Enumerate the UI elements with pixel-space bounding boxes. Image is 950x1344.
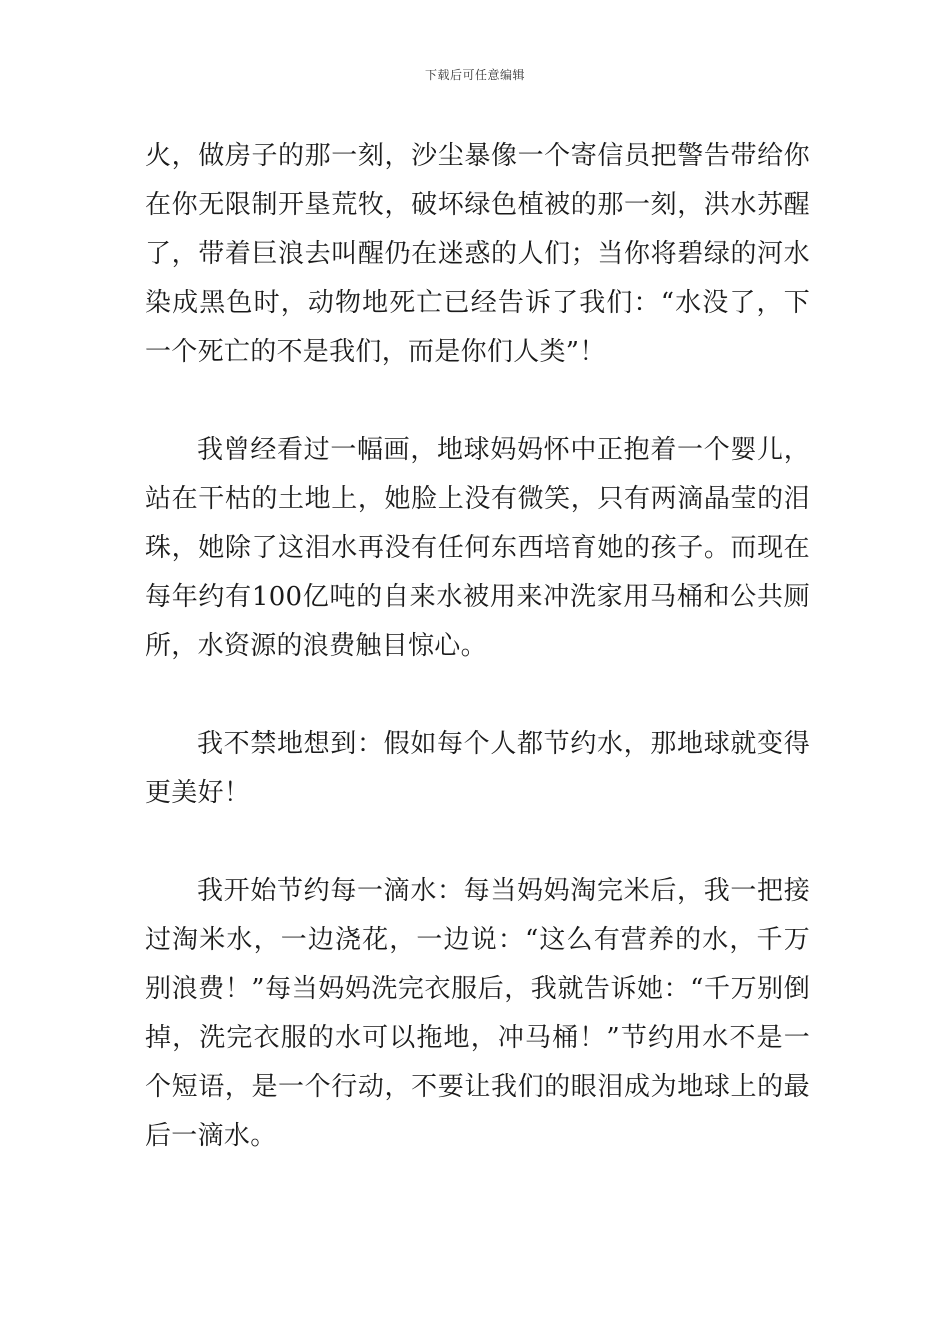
paragraph-2: 我曾经看过一幅画，地球妈妈怀中正抱着一个婴儿，站在干枯的土地上，她脸上没有微笑，只有两滴晶莹的泪珠，她除了这泪水再没有任何东西培育她的孩子。而现在每年约有100亿吨的自来水被用来冲洗家用马桶和公共厕所，水资源的浪费触目惊心。 — [145, 435, 810, 661]
paragraph-4: 我开始节约每一滴水：每当妈妈淘完米后，我一把接过淘米水，一边浇花，一边说：“这么有营养的水，千万别浪费！”每当妈妈洗完衣服后，我就告诉她：“千万别倒掉，洗完衣服的水可以拖地，冲马桶！”节约用水不是一个短语，是一个行动，不要让我们的眼泪成为地球上的最后一滴水。 — [145, 876, 810, 1151]
paragraph-3: 我不禁地想到：假如每个人都节约水，那地球就变得更美好！ — [145, 729, 810, 808]
page-header-note: 下载后可任意编辑 — [424, 68, 525, 82]
document-body — [145, 132, 810, 1161]
paragraph-1: 火，做房子的那一刻，沙尘暴像一个寄信员把警告带给你在你无限制开垦荒牧，破坏绿色植被的那一刻，洪水苏醒了，带着巨浪去叫醒仍在迷惑的人们；当你将碧绿的河水染成黑色时，动物地死亡已经告诉了我们：“水没了，下一个死亡的不是我们，而是你们人类”！ — [145, 141, 810, 367]
